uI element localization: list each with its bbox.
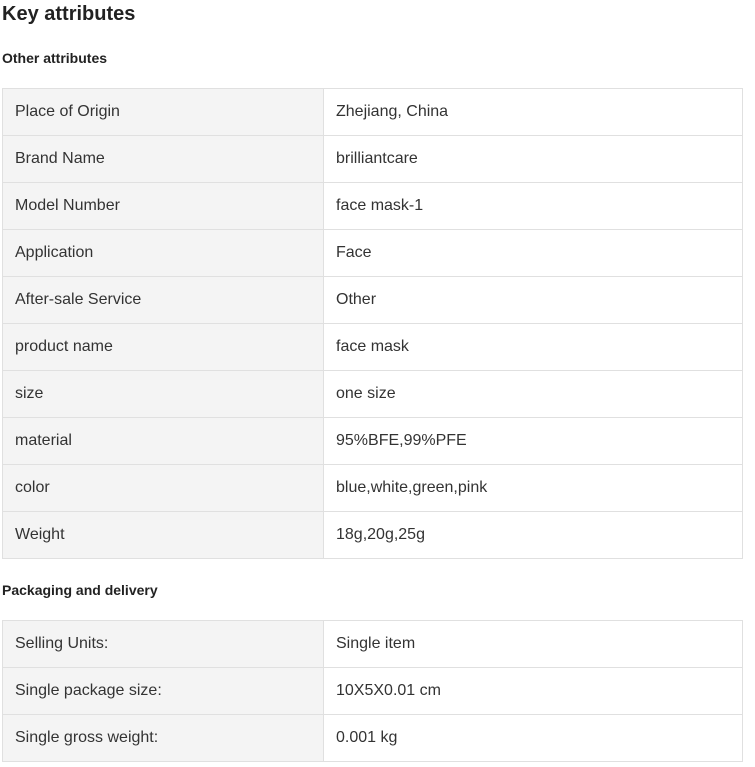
attribute-key: size — [3, 371, 324, 418]
table-row — [3, 715, 743, 762]
attribute-value: 18g,20g,25g — [324, 512, 743, 559]
attribute-key: Selling Units: — [3, 621, 324, 668]
attribute-value: one size — [324, 371, 743, 418]
attribute-value: 95%BFE,99%PFE — [324, 418, 743, 465]
section-title-other-attributes: Other attributes — [2, 50, 108, 66]
attribute-key: material — [3, 418, 324, 465]
attribute-key: color — [3, 465, 324, 512]
attribute-key: Brand Name — [3, 136, 324, 183]
attribute-value: brilliantcare — [324, 136, 743, 183]
section-title-packaging-and-delivery: Packaging and delivery — [2, 582, 158, 598]
attribute-value: Other — [324, 277, 743, 324]
attribute-key: After-sale Service — [3, 277, 324, 324]
attribute-value: blue,white,green,pink — [324, 465, 743, 512]
table-row — [3, 230, 743, 277]
attribute-value: Zhejiang, China — [324, 89, 743, 136]
other-attributes-table — [2, 88, 743, 559]
table-row — [3, 277, 743, 324]
attribute-value: Single item — [324, 621, 743, 668]
table-row — [3, 512, 743, 559]
table-row — [3, 183, 743, 230]
attribute-key: Model Number — [3, 183, 324, 230]
table-row — [3, 621, 743, 668]
attribute-value: face mask — [324, 324, 743, 371]
attribute-key: product name — [3, 324, 324, 371]
attribute-key: Single gross weight: — [3, 715, 324, 762]
table-row — [3, 668, 743, 715]
table-row — [3, 465, 743, 512]
attribute-value: 10X5X0.01 cm — [324, 668, 743, 715]
attribute-value: 0.001 kg — [324, 715, 743, 762]
attribute-value: Face — [324, 230, 743, 277]
attribute-key: Application — [3, 230, 324, 277]
table-row — [3, 371, 743, 418]
attribute-key: Weight — [3, 512, 324, 559]
table-row — [3, 418, 743, 465]
page-title: Key attributes — [2, 3, 136, 25]
packaging-delivery-table — [2, 620, 743, 762]
attribute-key: Single package size: — [3, 668, 324, 715]
attribute-value: face mask-1 — [324, 183, 743, 230]
attribute-key: Place of Origin — [3, 89, 324, 136]
table-row — [3, 136, 743, 183]
table-row — [3, 324, 743, 371]
table-row — [3, 89, 743, 136]
